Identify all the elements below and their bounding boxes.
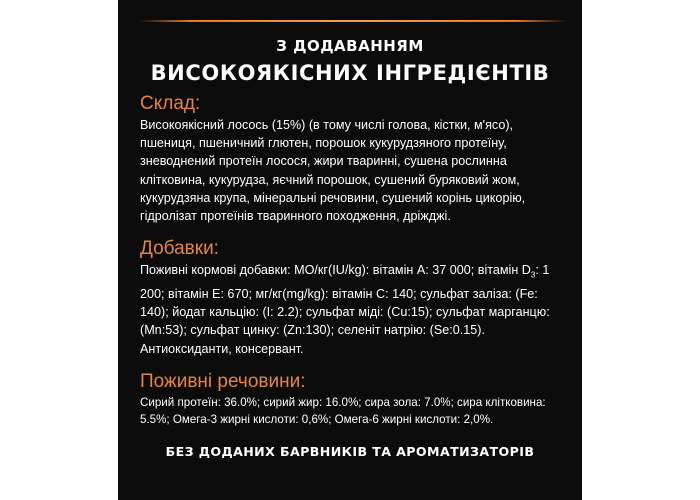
label-header bbox=[118, 36, 582, 87]
additives-title: Добавки: bbox=[140, 238, 219, 260]
nutrients-text: Сирий протеїн: 36.0%; сирий жир: 16.0%; сира зола: 7.0%; сира клітковина: 5.5%; Омега-3 жирні кислоти: 0,6%; Омега-6 жирні кислоти: 2,0%. bbox=[140, 395, 546, 427]
header-subtitle: З ДОДАВАННЯМ bbox=[276, 37, 424, 55]
top-accent-line bbox=[138, 20, 568, 22]
nutrients-title: Поживні речовини: bbox=[140, 370, 306, 392]
header-title: ВИСОКОЯКІСНИХ ІНГРЕДІЄНТІВ bbox=[150, 61, 550, 85]
additives-text-end: : 1 200; вітамін Е: 670; мг/кг(mg/kg): вітамін С: 140; сульфат заліза: (Fe: 140); йодат кальцію: (I: 2.2); сульфат міді: (Cu:15); сульфат марганцю: (Mn:53); сульфат цинку: (Zn:130); селеніт натрію: (Se:0.15). Антиоксиданти, консервант. bbox=[140, 263, 550, 356]
vitamin-d-subscript: 3 bbox=[530, 270, 536, 280]
label-content bbox=[140, 92, 564, 429]
composition-text: Високоякісний лосось (15%) (в тому числі голова, кістки, м'ясо), пшениця, пшеничний глютен, порошок кукурудзяного протеїну, зневоднений протеїн лосося, жири тваринні, сушена рослинна клітковина, кукурудза, яєчний порошок, сушений буряковий жом, кукурудзяна крупа, мінеральні речовини, сушений корінь цикорію, гідролізат протеїнів тваринного походження, дріжджі. bbox=[140, 118, 526, 224]
composition-title: Склад: bbox=[140, 93, 201, 114]
no-additives-footer: БЕЗ ДОДАНИХ БАРВНИКІВ ТА АРОМАТИЗАТОРІВ bbox=[165, 444, 535, 459]
additives-text-start: Поживні кормові добавки: МО/кг(IU/kg): вітамін А: 37 000; вітамін D bbox=[140, 263, 531, 278]
ingredient-label-panel bbox=[118, 0, 582, 500]
additives-text bbox=[140, 261, 564, 358]
